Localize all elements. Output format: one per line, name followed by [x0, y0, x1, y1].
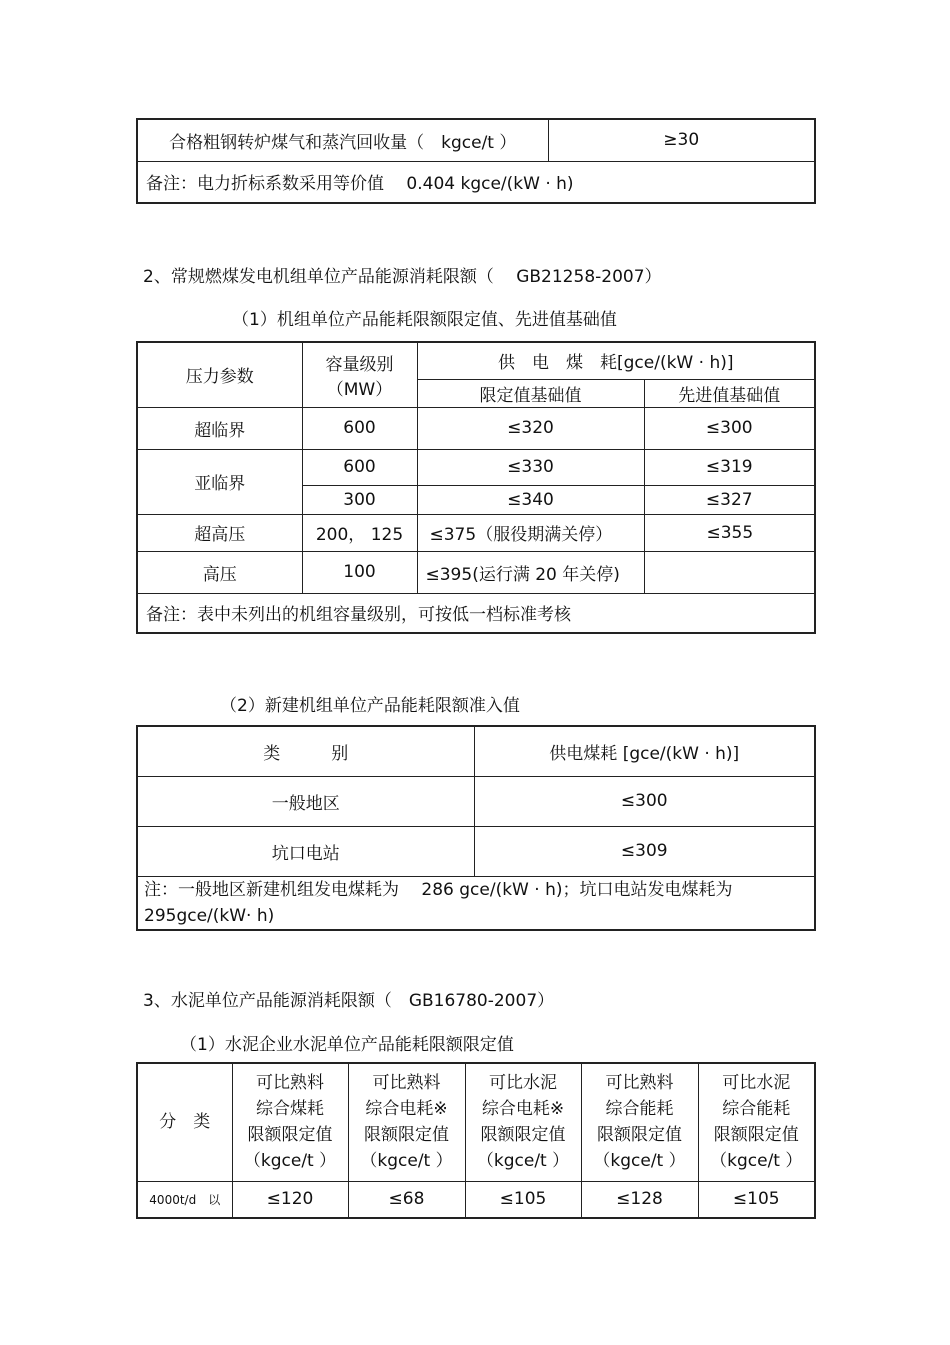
table-row [137, 551, 815, 593]
section-2-2-heading: （2）新建机组单位产品能耗限额准入值 [220, 696, 520, 716]
header-col-5 [698, 1063, 815, 1181]
cell-category: 坑口电站 [137, 826, 474, 876]
header-category: 分 类 [137, 1063, 232, 1181]
recovery-label: 合格粗钢转炉煤气和蒸汽回收量（ kgce/t ） [137, 119, 548, 161]
steel-recovery-table [136, 118, 816, 204]
header-line: 综合能耗 [605, 1099, 674, 1120]
cell-category: 一般地区 [137, 776, 474, 826]
cell-value: ≤105 [698, 1181, 815, 1218]
cell-capacity: 600 [302, 407, 417, 449]
header-col-2 [348, 1063, 465, 1181]
header-col-1 [232, 1063, 348, 1181]
cell-advanced [644, 551, 815, 593]
power-unit-coal-table [136, 341, 816, 634]
table-row [137, 826, 815, 876]
cell-value: ≤128 [581, 1181, 698, 1218]
cell-value: ≤120 [232, 1181, 348, 1218]
header-line: 综合能耗 [722, 1099, 791, 1120]
recovery-value: ≥30 [548, 119, 815, 161]
cement-energy-table [136, 1062, 816, 1219]
cell-capacity: 200， 125 [302, 514, 417, 551]
cell-limit: ≤375（服役期满关停） [417, 514, 644, 551]
header-pressure: 压力参数 [137, 342, 302, 407]
cell-advanced: ≤300 [644, 407, 815, 449]
section-3-1-heading: （1）水泥企业水泥单位产品能耗限额限定值 [180, 1035, 514, 1055]
header-line: 可比水泥 [489, 1073, 557, 1094]
header-line: （kgce/t ） [243, 1151, 337, 1172]
new-unit-coal-table [136, 725, 816, 931]
header-coal: 供电煤耗 [gce/(kW · h)] [474, 726, 815, 776]
table-note [137, 876, 815, 930]
table-row [137, 407, 815, 449]
header-line: 综合煤耗 [256, 1099, 324, 1120]
section-3-heading: 3、水泥单位产品能源消耗限额（ GB16780-2007） [143, 991, 555, 1011]
header-line: 可比熟料 [372, 1073, 441, 1094]
cell-value: ≤300 [474, 776, 815, 826]
cell-pressure: 超高压 [137, 514, 302, 551]
table-note: 备注：电力折标系数采用等价值 0.404 kgce/(kW · h) [137, 161, 815, 203]
header-line: （kgce/t ） [476, 1151, 570, 1172]
cell-capacity: 300 [302, 485, 417, 514]
cell-capacity: 600 [302, 449, 417, 485]
header-col-4 [581, 1063, 698, 1181]
table-row [137, 1181, 815, 1218]
cell-pressure: 高压 [137, 551, 302, 593]
header-line: 综合电耗※ [481, 1099, 565, 1120]
header-line: （kgce/t ） [710, 1151, 803, 1172]
header-line: 综合电耗※ [365, 1099, 448, 1120]
table-note: 备注：表中未列出的机组容量级别，可按低一档标准考核 [137, 593, 815, 633]
cell-value: ≤105 [465, 1181, 581, 1218]
header-capacity-line2: （MW） [326, 379, 393, 400]
table-row [137, 776, 815, 826]
header-line: 限额限定值 [364, 1125, 449, 1146]
header-line: 可比熟料 [256, 1073, 324, 1094]
cell-advanced: ≤355 [644, 514, 815, 551]
header-line: 可比水泥 [722, 1073, 791, 1094]
header-line: 限额限定值 [247, 1125, 333, 1146]
cell-limit: ≤320 [417, 407, 644, 449]
table-note-line1: 注：一般地区新建机组发电煤耗为 286 gce/(kW · h)；坑口电站发电煤耗为 [144, 879, 733, 900]
header-line: （kgce/t ） [593, 1151, 686, 1172]
cell-pressure: 亚临界 [137, 449, 302, 514]
cell-pressure: 超临界 [137, 407, 302, 449]
table-row [137, 514, 815, 551]
header-line: 限额限定值 [597, 1125, 682, 1146]
cell-advanced: ≤319 [644, 449, 815, 485]
header-line: （kgce/t ） [360, 1151, 453, 1172]
cell-limit: ≤395(运行满 20 年关停) [417, 551, 644, 593]
table-note-line2: 295gce/(kW· h) [144, 905, 275, 926]
header-line: 限额限定值 [480, 1125, 566, 1146]
section-2-1-heading: （1）机组单位产品能耗限额限定值、先进值基础值 [232, 310, 617, 330]
section-2-heading: 2、常规燃煤发电机组单位产品能源消耗限额（ GB21258-2007） [143, 267, 662, 287]
cell-value: ≤68 [348, 1181, 465, 1218]
header-coal: 供 电 煤 耗[gce/(kW · h)] [417, 342, 815, 379]
header-capacity-line1: 容量级别 [325, 354, 394, 375]
header-advanced: 先进值基础值 [644, 379, 815, 407]
cell-advanced: ≤327 [644, 485, 815, 514]
header-category: 类 别 [137, 726, 474, 776]
header-limit: 限定值基础值 [417, 379, 644, 407]
cell-capacity: 100 [302, 551, 417, 593]
cell-value: ≤309 [474, 826, 815, 876]
header-line: 可比熟料 [605, 1073, 674, 1094]
header-capacity [302, 342, 417, 407]
header-line: 限额限定值 [713, 1125, 799, 1146]
cell-limit: ≤340 [417, 485, 644, 514]
table-row [137, 449, 815, 485]
cell-limit: ≤330 [417, 449, 644, 485]
cell-category: 4000t/d 以 [137, 1181, 232, 1218]
header-col-3 [465, 1063, 581, 1181]
